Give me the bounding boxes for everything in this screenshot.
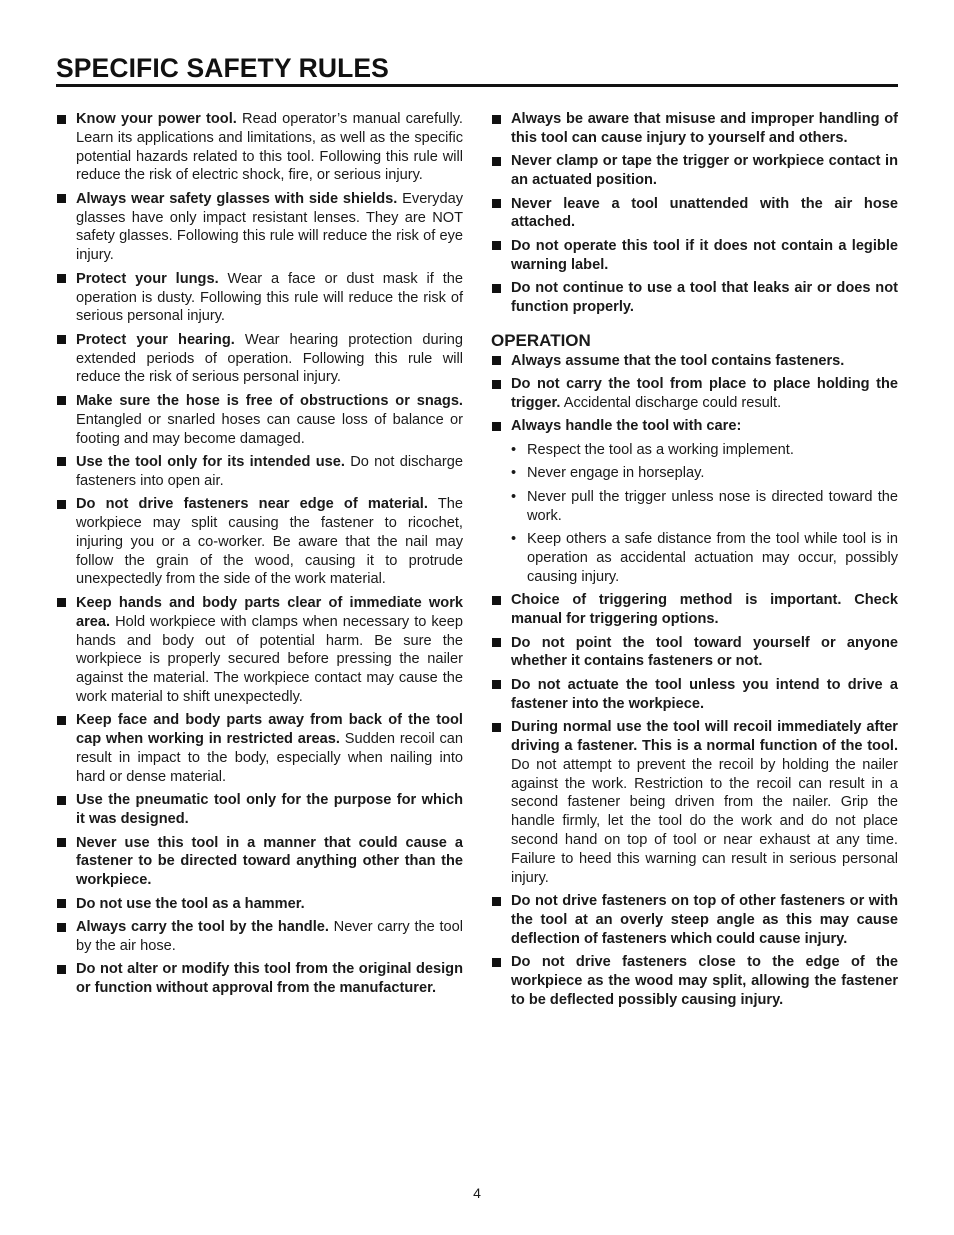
rule-body-text: Do not discharge fasteners into open air.: [76, 453, 464, 489]
bullet-dot-icon: •: [511, 441, 517, 458]
rule-body-text: Wear hearing protection during extended periods of operation. Following this rule will reduce the risk of serious personal injury.: [76, 331, 463, 386]
rule-bold-text: Do not use the tool as a hammer.: [76, 895, 305, 912]
square-bullet-icon: [57, 838, 66, 847]
rule-bold-text: Make sure the hose is free of obstructions or snags.: [76, 392, 463, 409]
square-bullet-icon: [57, 598, 66, 607]
operation-heading: OPERATION: [491, 330, 591, 350]
square-bullet-icon: [57, 796, 66, 805]
rule-bold-text: Always be aware that misuse and improper handling of this tool can cause injury to yourself and others.: [511, 111, 898, 146]
square-bullet-icon: [57, 115, 66, 124]
rule-bold-text: Keep face and body parts away from back of the tool cap when working in restricted areas.: [76, 712, 463, 748]
rule-body-text: Entangled or snarled hoses can cause loss of balance or footing and may become damaged.: [76, 411, 463, 447]
rule-bold-text: Do not operate this tool if it does not contain a legible warning label.: [511, 237, 898, 273]
safety-rule: [56, 495, 463, 589]
safety-rule: [491, 676, 898, 714]
square-bullet-icon: [57, 500, 66, 509]
safety-rule: [56, 331, 463, 387]
rule-bold-text: Never use this tool in a manner that could cause a fastener to be directed toward anything other than the workpiece.: [76, 834, 463, 889]
right-column: [491, 110, 898, 1014]
bullet-text: Never engage in horseplay.: [527, 465, 705, 482]
safety-rule: [491, 375, 898, 413]
rule-body-text: Accidental discharge could result.: [560, 395, 782, 411]
safety-rule: [491, 892, 898, 948]
safety-rule: [56, 594, 463, 707]
rule-bold-text: Never leave a tool unattended with the air hose attached.: [511, 195, 898, 231]
handling-bullet: [491, 488, 898, 526]
square-bullet-icon: [57, 899, 66, 908]
square-bullet-icon: [492, 199, 501, 208]
square-bullet-icon: [492, 380, 501, 389]
rule-bold-text: Do not drive fasteners on top of other fasteners or with the tool at an overly steep angle as this may cause deflection of fasteners which could cause injury.: [511, 893, 898, 947]
rule-body-text: Read operator’s manual carefully. Learn its applications and limitations, as well as the specific potential hazards related to this tool. Following this rule will reduce the risk of electric shock, fire, or serious injury.: [76, 111, 463, 184]
rule-bold-text: Do not drive fasteners near edge of material.: [76, 496, 428, 513]
page-title: SPECIFIC SAFETY RULES: [56, 53, 389, 83]
rule-bold-text: Do not actuate the tool unless you intend to drive a fastener into the workpiece.: [511, 676, 898, 712]
safety-rule: [491, 634, 898, 672]
rule-bold-text: During normal use the tool will recoil immediately after driving a fastener. This is a normal function of the tool.: [511, 719, 898, 754]
square-bullet-icon: [492, 422, 501, 431]
bullet-dot-icon: •: [511, 531, 517, 548]
safety-rule: [491, 352, 898, 371]
square-bullet-icon: [57, 923, 66, 932]
square-bullet-icon: [57, 274, 66, 283]
rule-bold-text: Always handle the tool with care:: [511, 418, 742, 435]
safety-rule: [491, 718, 898, 887]
title-rule: [56, 84, 898, 87]
safety-rule: [56, 711, 463, 786]
rule-bold-text: Always carry the tool by the handle.: [76, 919, 329, 936]
rule-bold-text: Choice of triggering method is important. Check manual for triggering options.: [511, 592, 898, 628]
square-bullet-icon: [492, 284, 501, 293]
safety-rule: [491, 953, 898, 1009]
square-bullet-icon: [492, 680, 501, 689]
general-rules-list: [491, 110, 898, 317]
square-bullet-icon: [57, 194, 66, 203]
safety-rule: [56, 895, 463, 914]
rule-bold-text: Do not continue to use a tool that leaks air or does not function properly.: [511, 280, 898, 315]
square-bullet-icon: [492, 958, 501, 967]
safety-rule: [56, 110, 463, 185]
safety-rule: [491, 237, 898, 275]
safety-rule: [491, 279, 898, 317]
square-bullet-icon: [492, 241, 501, 250]
safety-rule: [491, 195, 898, 233]
safety-rule: [491, 110, 898, 148]
safety-rule: [56, 960, 463, 998]
safety-rule: [56, 392, 463, 448]
bullet-text: Respect the tool as a working implement.: [527, 441, 794, 458]
handling-bullet: [491, 530, 898, 586]
rule-body-text: Everyday glasses have only impact resistant lenses. They are NOT safety glasses. Following this rule will reduce the risk of eye injury.: [76, 190, 463, 264]
rule-bold-text: Protect your hearing.: [76, 331, 235, 348]
handling-bullet: [491, 441, 898, 460]
bullet-text: Never pull the trigger unless nose is directed toward the work.: [527, 488, 898, 524]
rule-bold-text: Do not carry the tool from place to place holding the trigger.: [511, 376, 898, 411]
operation-rules-list: [491, 352, 898, 437]
rule-bold-text: Never clamp or tape the trigger or workpiece contact in an actuated position.: [511, 153, 898, 189]
square-bullet-icon: [492, 596, 501, 605]
rule-body-text: Wear a face or dust mask if the operation is dusty. Following this rule will reduce the risk of serious personal injury.: [76, 270, 463, 325]
handling-bullet: [491, 464, 898, 483]
rule-bold-text: Know your power tool.: [76, 111, 237, 127]
safety-rule: [56, 453, 463, 491]
square-bullet-icon: [492, 897, 501, 906]
handling-bullets-list: [491, 441, 898, 587]
square-bullet-icon: [57, 335, 66, 344]
square-bullet-icon: [492, 638, 501, 647]
safety-rule: [56, 791, 463, 829]
page-number: 4: [473, 1185, 481, 1201]
square-bullet-icon: [492, 356, 501, 365]
square-bullet-icon: [57, 396, 66, 405]
rule-body-text: Sudden recoil can result in impact to the body, especially when nailing into hard or dense material.: [76, 731, 463, 785]
safety-rule: [56, 918, 463, 956]
bullet-dot-icon: •: [511, 488, 517, 505]
square-bullet-icon: [492, 115, 501, 124]
safety-rule: [491, 591, 898, 629]
square-bullet-icon: [492, 723, 501, 732]
rule-bold-text: Do not alter or modify this tool from the original design or function without approval from the manufacturer.: [76, 961, 463, 997]
bullet-text: Keep others a safe distance from the tool while tool is in operation as accidental actuation may occur, possibly causing injury.: [527, 531, 898, 585]
safety-rule: [56, 270, 463, 326]
rule-bold-text: Always assume that the tool contains fasteners.: [511, 352, 845, 369]
square-bullet-icon: [57, 716, 66, 725]
square-bullet-icon: [57, 457, 66, 466]
safety-rule: [491, 417, 898, 436]
rule-bold-text: Always wear safety glasses with side shields.: [76, 190, 398, 207]
left-column: [56, 110, 463, 1003]
safety-rule: [56, 834, 463, 890]
rule-body-text: Never carry the tool by the air hose.: [76, 919, 463, 954]
rule-bold-text: Keep hands and body parts clear of immediate work area.: [76, 594, 463, 630]
rule-bold-text: Use the pneumatic tool only for the purpose for which it was designed.: [76, 792, 463, 828]
rule-bold-text: Use the tool only for its intended use.: [76, 453, 345, 470]
rule-body-text: The workpiece may split causing the fastener to ricochet, injuring you or a co-worker. Be aware that the nail may follow the grain of the wood, causing it to protrude unexpectedly from the side of the work material.: [76, 496, 463, 588]
bullet-dot-icon: •: [511, 465, 517, 482]
rule-body-text: Hold workpiece with clamps when necessary to keep hands and body out of potential harm. Be sure the workpiece is properly secured before pressing the nailer against the material. The workpiece contact may cause the work material to shift unexpectedly.: [76, 613, 463, 705]
safety-rule: [56, 190, 463, 265]
square-bullet-icon: [492, 157, 501, 166]
operation-rules-list-continued: [491, 591, 898, 1009]
safety-rule: [491, 152, 898, 190]
rule-bold-text: Do not point the tool toward yourself or anyone whether it contains fasteners or not.: [511, 634, 898, 670]
rule-body-text: Do not attempt to prevent the recoil by holding the nailer against the work. Restriction to the recoil can result in a second fastener being driven from the nailer. Grip the handle firmly, let the tool do the work and do not place second hand on top of tool or near exhaust at any time. Failure to heed this warning can result in serious personal injury.: [511, 756, 898, 886]
rule-bold-text: Protect your lungs.: [76, 270, 219, 287]
square-bullet-icon: [57, 965, 66, 974]
rule-bold-text: Do not drive fasteners close to the edge of the workpiece as the wood may split, allowing the fastener to be deflected possibly causing injury.: [511, 954, 898, 1008]
